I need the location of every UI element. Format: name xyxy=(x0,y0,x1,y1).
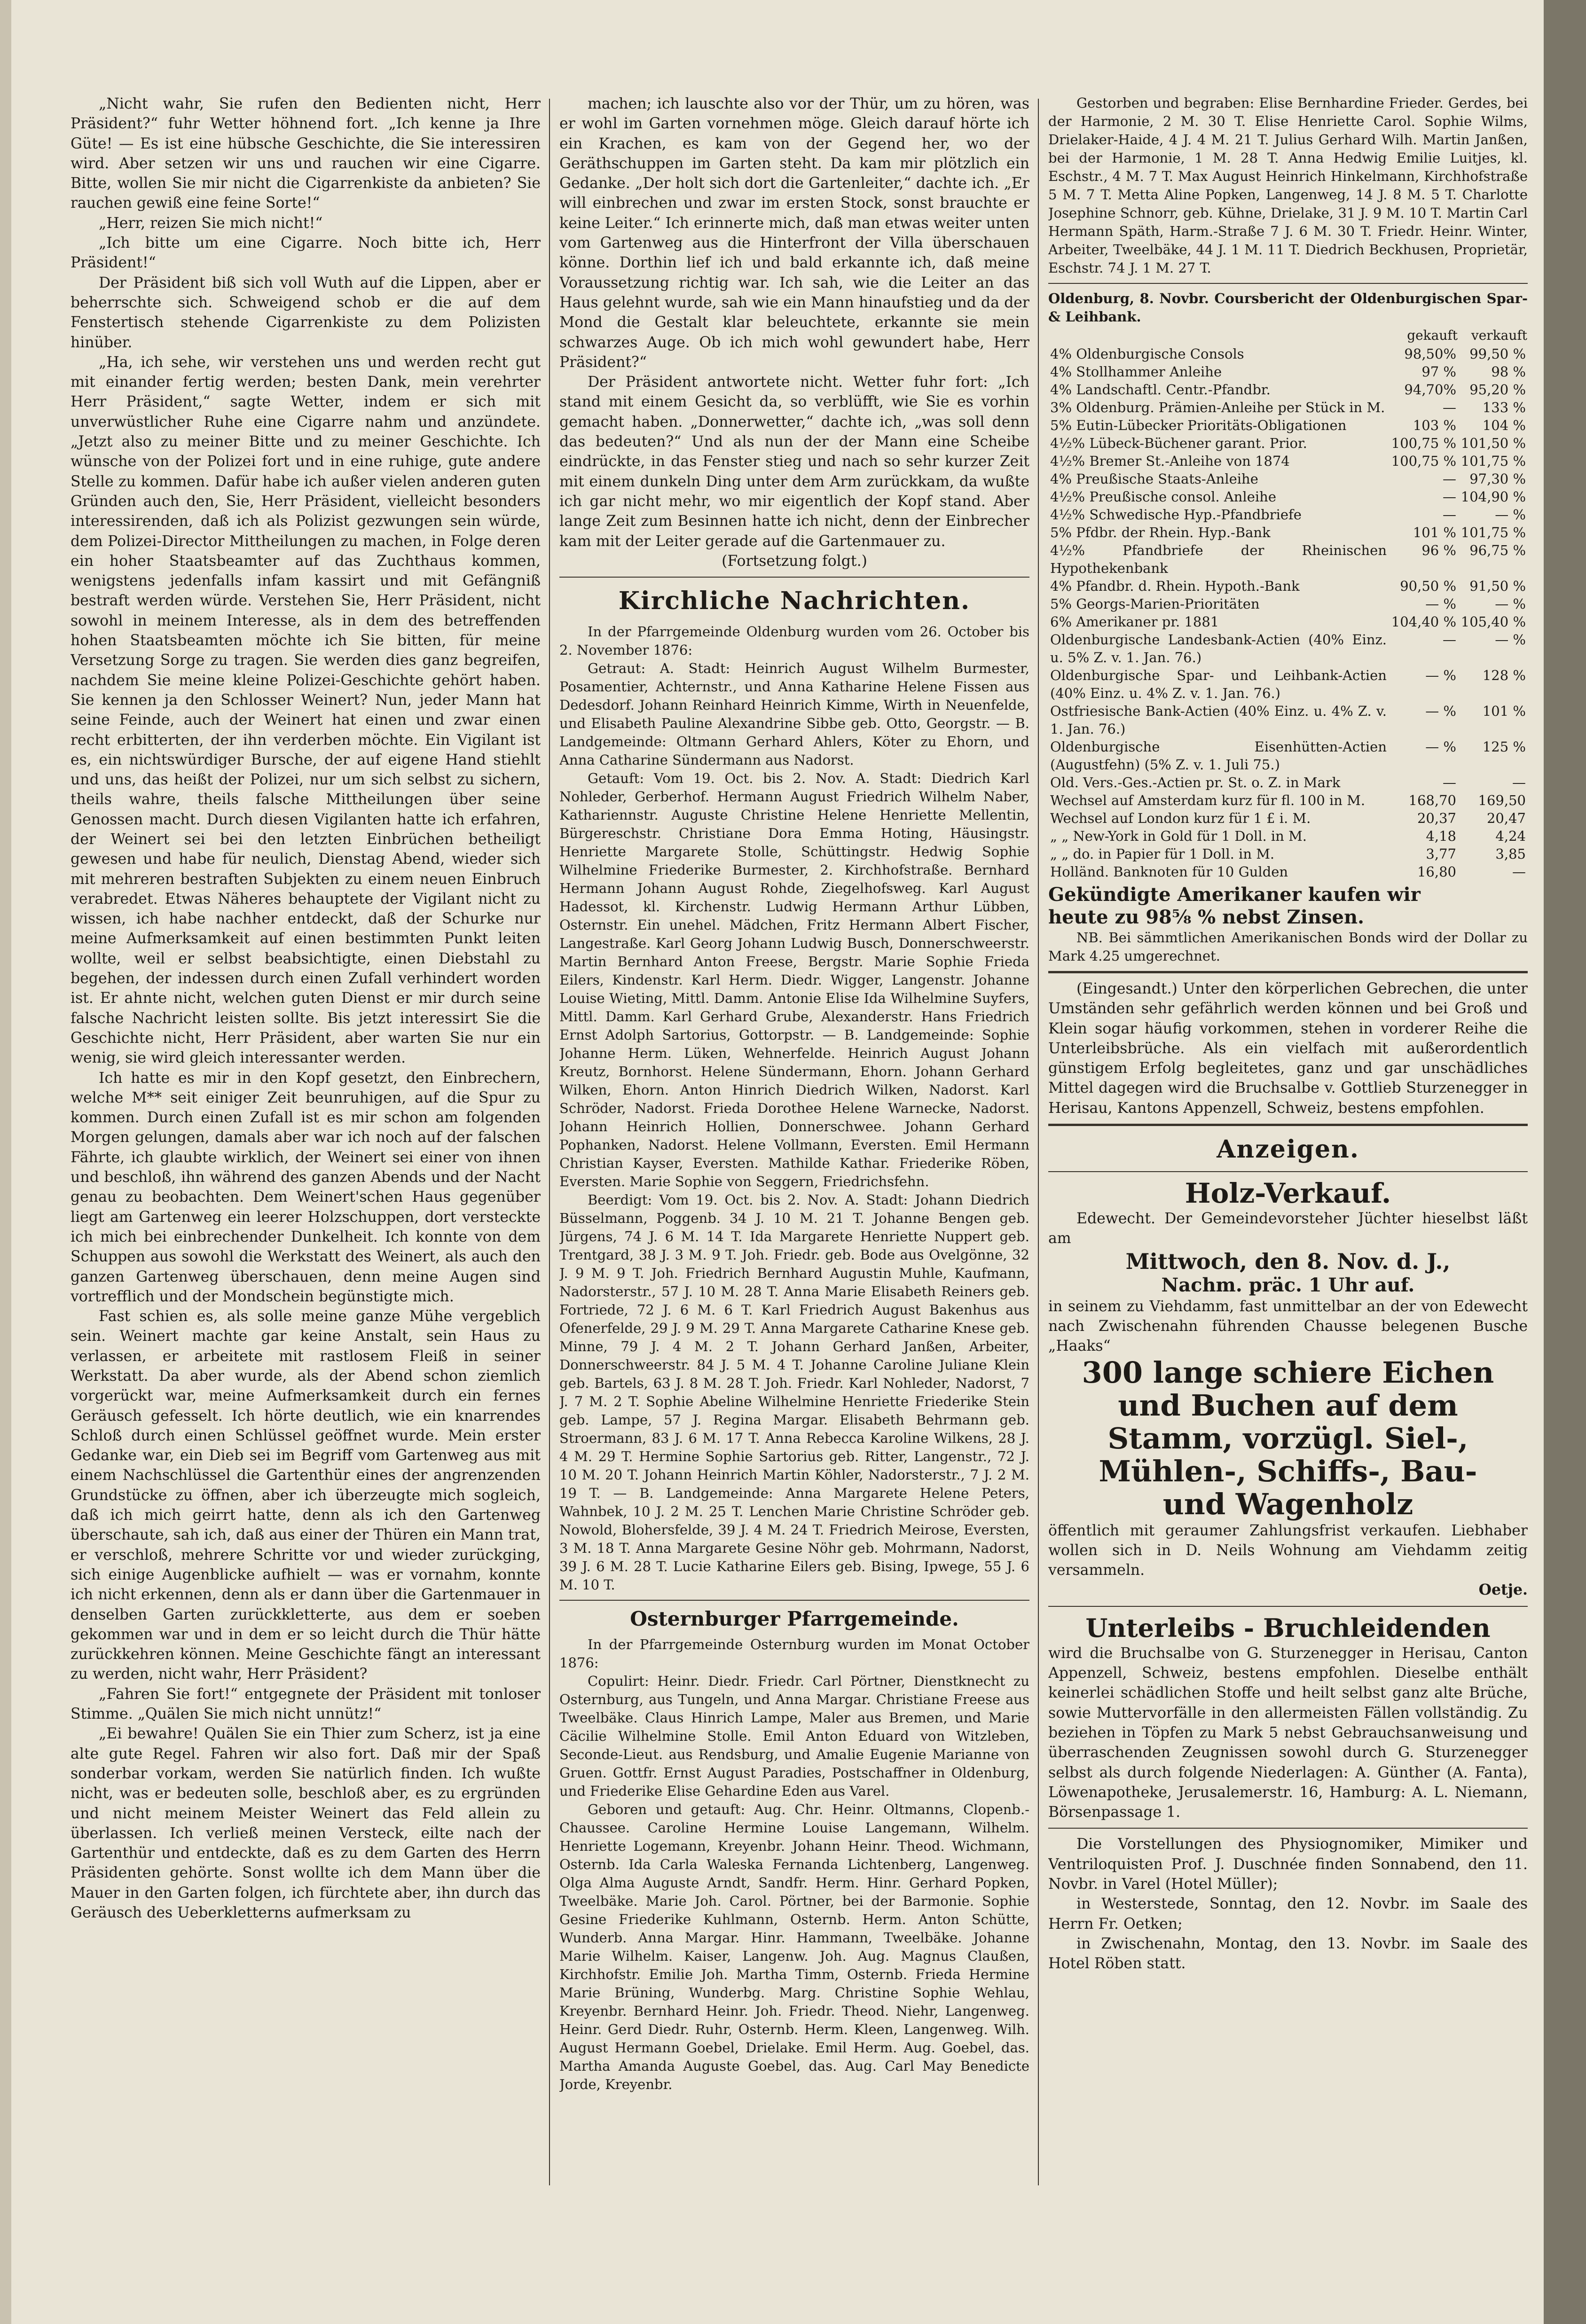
kurs-row xyxy=(1048,702,1528,738)
kurs-security: 6% Amerikaner pr. 1881 xyxy=(1050,614,1219,630)
kurs-security: 4% Oldenburgische Consols xyxy=(1050,346,1244,362)
bruch-text: wird die Bruchsalbe von G. Sturzenegger in Herisau, Canton Appenzell, Schweiz, bestens empfohlen. Dieselbe enthält keinerlei schädlichen Stoffe und heilt selbst ganz alte Brüche, sowie Muttervorfälle in den allermeisten Fällen vollständig. Zu beziehen in Töpfen zu Mark 5 nebst Gebrauchsanweisung und überraschenden Zeugnissen sowohl durch G. Sturzenegger selbst als durch folgende Niederlagen: A. Günther (A. Fanta), Löwenapotheke, Jerusalemerstr. 16, Hamburg: A. L. Niemann, Börsenpassage 1. xyxy=(1048,1644,1528,1821)
kurs-security: 4½% Bremer St.-Anleihe von 1874 xyxy=(1050,453,1290,469)
kurs-col-sold: verkauft xyxy=(1471,328,1527,343)
kurs-bought: 97 % xyxy=(1421,364,1456,380)
paragraph: „Ha, ich sehe, wir verstehen uns und werden recht gut mit einander fertig werden; besten Dank, mein verehrter Herr Präsident,“ sagte Wetter, indem er sich mit unverwüstlicher Ruhe eine Cigarre nahm und anzündete. „Jetzt also zu meiner Bitte und zu meiner Geschichte. Ich wünsche von der Polizei fort und in eine ruhige, gute andere Stelle zu kommen. Dafür habe ich außer vielen anderen guten Gründen auch den, Sie, Herr Präsident, vielleicht besonders interessirenden, daß ich als Polizist gezwungen sein würde, dem Polizei-Director Mittheilungen zu machen, in Folge deren ein hoher Staatsbeamter auf das Zuchthaus kommen, wenigstens jedenfalls infam kassirt und mit Gefängniß bestraft werden würde. Verstehen Sie, Herr Präsident, nicht sowohl in meinem Interesse, als in dem des betreffenden hohen Staatsbeamten möchte ich Sie bitten, für meine Versetzung Sorge zu tragen. Sie werden dies ganz begreifen, nachdem Sie meine kleine Polizei-Geschichte gehört haben. Sie kennen ja den Schlosser Weinert? Nun, jeder Mann hat seine Feinde, auch der Weinert hat einen und zwar einen recht erbitterten, der ihn verderben möchte. Ein Vigilant ist es, ein nichtswürdiger Bursche, der auf eigene Hand stiehlt und uns, das heißt der Polizei, nur um sich selbst zu sichern, theils wahre, theils falsche Mittheilungen über seine Genossen macht. Durch diesen Vigilanten hatte ich erfahren, der Weinert sei bei den letzten Einbrüchen betheiligt gewesen und habe für neulich, Dienstag Abend, wieder sich mit mehreren bestraften Subjekten zu einem neuen Einbruch verabredet. Etwas Näheres behauptete der Vigilant nicht zu wissen, ich habe nachher entdeckt, daß der Schurke nur meine Aufmerksamkeit auf einen bestimmten Punkt leiten wollte, weil er selbst beabsichtigte, einen Diebstahl zu begehen, der indessen durch einen Zufall verhindert worden ist. Er ahnte nicht, welchen guten Dienst er mir durch seine falsche Nachricht leisten sollte. Bis jetzt interessirt Sie die Geschichte nicht, Herr Präsident, aber warten Sie nur ein wenig, sie wird gleich interessanter werden. xyxy=(71,353,541,1067)
kurs-sold: 104,90 % xyxy=(1460,489,1526,505)
kurs-security: 4½% Lübeck-Büchener garant. Prior. xyxy=(1050,435,1307,451)
kurs-security: Oldenburgische Spar- und Leihbank-Actien (40% Einz. u. 4% Z. v. 1. Jan. 76.) xyxy=(1050,667,1387,701)
holz-offer-line: Stamm, vorzügl. Siel-, xyxy=(1107,1421,1468,1455)
kirche-heading: Kirchliche Nachrichten. xyxy=(618,587,971,616)
kurs-security: Old. Vers.-Ges.-Actien pr. St. o. Z. in Mark xyxy=(1050,775,1341,790)
amerikaner-line1: Gekündigte Amerikaner kaufen wir xyxy=(1048,884,1421,906)
kurs-security: 5% Pfdbr. der Rhein. Hyp.-Bank xyxy=(1050,524,1271,540)
divider xyxy=(1048,283,1528,284)
divider xyxy=(1048,971,1528,973)
kurs-security: 4% Preußische Staats-Anleihe xyxy=(1050,471,1258,487)
kurs-title: Oldenburg, 8. Novbr. Coursbericht der Oldenburgischen Spar- & Leihbank. xyxy=(1048,290,1528,325)
kurs-row xyxy=(1048,381,1528,399)
anzeigen-heading: Anzeigen. xyxy=(1217,1135,1359,1164)
paragraph: Gestorben und begraben: Elise Bernhardine Frieder. Gerdes, bei der Harmonie, 2 M. 30 T. Elise Henriette Carol. Sophie Wilms, Drielaker-Haide, 4 J. 4 M. 21 T. Julius Gerhard Wilh. Martin Janßen, bei der Harmonie, 1 M. 28 T. Anna Hedwig Emilie Luitjes, kl. Eschstr., 4 M. 7 T. Max August Heinrich Hinkelmann, Kirchhofstraße 5 M. 7 T. Metta Aline Popken, Langenweg, 14 J. 8 M. 5 T. Charlotte Josephine Schnorr, geb. Kühne, Drielake, 31 J. 9 M. 10 T. Martin Carl Hermann Späth, Harm.-Straße 7 J. 6 M. 30 T. Friedr. Heinr. Winter, Arbeiter, Tweelbäke, 44 J. 1 M. 11 T. Diedrich Beckhusen, Proprietär, Eschstr. 74 J. 1 M. 27 T. xyxy=(1048,95,1528,276)
kurs-bought: — % xyxy=(1425,596,1456,612)
holz-line1: Edewecht. Der Gemeindevorsteher Jüchter hieselbst läßt am xyxy=(1048,1210,1528,1247)
kurs-sold: — % xyxy=(1495,596,1526,612)
paragraph: Der Präsident biß sich voll Wuth auf die Lippen, aber er beherrschte sich. Schweigend schob er die auf dem Fenstertisch stehende Cigarrenkiste zu dem Polizisten hinüber. xyxy=(71,274,541,351)
holz-offer-line: 300 lange schiere Eichen xyxy=(1082,1355,1494,1390)
kurs-row xyxy=(1048,524,1528,541)
column-rule-1 xyxy=(549,99,550,2185)
newspaper-page xyxy=(45,70,1544,2289)
kurs-bought: 90,50 % xyxy=(1400,578,1456,594)
amerikaner-line2: heute zu 98⅝ % nebst Zinsen. xyxy=(1048,906,1364,928)
kurs-bought: 96 % xyxy=(1421,542,1456,558)
kurs-sold: 91,50 % xyxy=(1469,578,1526,594)
fortsetzung: (Fortsetzung folgt.) xyxy=(722,552,867,570)
kurs-bought: 104,40 % xyxy=(1391,614,1456,630)
kurs-row xyxy=(1048,809,1528,827)
divider xyxy=(1048,1606,1528,1607)
kurs-row xyxy=(1048,863,1528,881)
kurs-bought: 98,50% xyxy=(1404,346,1456,362)
paragraph: Ich hatte es mir in den Kopf gesetzt, den Einbrechern, welche M** seit einiger Zeit beunruhigen, auf die Spur zu kommen. Durch einen Zufall ist es mir schon am folgenden Morgen gelungen, damals aber war ich noch auf der falschen Fährte, ich glaubte wirklich, der Weinert sei einer von ihnen und beschloß, ihn während des ganzen Abends und der Nacht genau zu beobachten. Dem Weinert'schen Haus gegenüber liegt am Gartenweg ein leerer Holzschuppen, dort versteckte ich mich bei einbrechender Dunkelheit. Ich konnte von dem Schuppen aus sowohl die Werkstatt des Weinert, als auch den ganzen Gartenweg überschauen, denn meine Augen sind vortrefflich und der Mondschein begünstigte mich. xyxy=(71,1069,541,1305)
kurs-bought: 20,37 xyxy=(1417,810,1456,826)
kurs-sold: 128 % xyxy=(1482,667,1526,683)
kurs-security: Wechsel auf London kurz für 1 £ i. M. xyxy=(1050,810,1311,826)
holz-line2: in seinem zu Viehdamm, fast unmittelbar an der von Edewecht nach Zwischenahn führenden Chausse belegenen Busche „Haaks“ xyxy=(1048,1298,1528,1355)
kirche-entries xyxy=(559,659,1029,1594)
ost-heading: Osternburger Pfarrgemeinde. xyxy=(630,1607,959,1631)
kurs-bought: — xyxy=(1443,489,1456,505)
kurs-bought: — % xyxy=(1425,703,1456,719)
kurs-sold: 105,40 % xyxy=(1460,614,1526,630)
kurs-row xyxy=(1048,631,1528,666)
kurs-security: 5% Eutin-Lübecker Prioritäts-Obligationen xyxy=(1050,417,1347,433)
kurs-sold: 169,50 xyxy=(1478,792,1526,808)
divider xyxy=(1048,1124,1528,1126)
kurs-sold: 95,20 % xyxy=(1469,382,1526,398)
kurs-row xyxy=(1048,416,1528,434)
kurs-sold: 101,75 % xyxy=(1460,524,1526,540)
kurs-bought: — xyxy=(1443,399,1456,415)
kurs-security: 4½% Pfandbriefe der Rheinischen Hypothekenbank xyxy=(1050,542,1387,576)
kurs-sold: 99,50 % xyxy=(1469,346,1526,362)
kurs-bought: — xyxy=(1443,632,1456,648)
paragraph: „Ich bitte um eine Cigarre. Noch bitte ich, Herr Präsident!“ xyxy=(71,235,541,272)
kurs-security: 4½% Preußische consol. Anleihe xyxy=(1050,489,1276,505)
paragraph: Fast schien es, als solle meine ganze Mühe vergeblich sein. Weinert machte gar keine Anstalt, sein Haus zu verlassen, er arbeitete mit rastlosem Fleiß in seiner Werkstatt. Da aber wurde, als der Abend schon ziemlich vorgerückt war, meine Aufmerksamkeit durch ein fernes Geräusch gefesselt. Ich hörte deutlich, wie ein knarrendes Schloß durch einen Schlüssel geöffnet wurde. Mein erster Gedanke war, ein Dieb sei im Begriff vom Gartenweg aus mit einem Nachschlüssel die Gartenthür eines der angrenzenden Grundstücke zu öffnen, aber ich überzeugte mich sogleich, daß ich mich geirrt hatte, denn als ich den Gartenweg überschaute, sah ich, daß aus einer der Thüren ein Mann trat, er verschloß, mehrere Schritte vor und wieder zurückging, sich einige Augenblicke aufhielt — was er vornahm, konnte ich nicht erkennen, denn als er dann über die Gartenmauer in denselben Garten zurückkletterte, aus dem er soeben gekommen war und in dem er so leicht durch die Thür hätte zurückkehren können. Meine Geschichte fängt an interessant zu werden, nicht wahr, Herr Präsident? xyxy=(71,1308,541,1683)
holz-line3: öffentlich mit geraumer Zahlungsfrist verkaufen. Liebhaber wollen sich in D. Neils Wohnung am Viehdamm zeitig versammeln. xyxy=(1048,1522,1528,1579)
column-1 xyxy=(71,94,541,2218)
paragraph: Getauft: Vom 19. Oct. bis 2. Nov. A. Stadt: Diedrich Karl Nohleder, Gerberhof. Hermann August Friedrich Wilhelm Naber, Kathariennstr. Auguste Christine Helene Henriette Mellentin, Bürgereschstr. Christiane Dora Emma Hoting, Häusingstr. Henriette Margarete Stolle, Schüttingstr. Hedwig Sophie Wilhelmine Friederike Burmester, 2. Kirchhofstraße. Bernhard Hermann Johann August Rohde, Ziegelhofsweg. Karl August Hadessot, kl. Kirchenstr. Ludwig Hermann Arthur Lübben, Osternstr. Ein unehel. Mädchen, Fritz Hermann Albert Fischer, Langestraße. Karl Georg Johann Ludwig Busch, Donnerschweerstr. Martin Bernhard Anton Freese, Bergstr. Marie Sophie Frieda Eilers, Kindenstr. Karl Herm. Diedr. Wigger, Langenstr. Johanne Louise Wieting, Mittl. Damm. Antonie Elise Ida Wilhelmine Suyfers, Mittl. Damm. Karl Gerhard Grube, Alexanderstr. Hans Friedrich Ernst Adolph Sartorius, Gottorpstr. — B. Landgemeinde: Sophie Johanne Herm. Lüken, Wehnerfelde. Heinrich August Johann Kreutz, Bornhorst. Helene Sündermann, Ehorn. Johann Gerhard Wilken, Ehorn. Anton Hinrich Diedrich Wilken, Nadorst. Karl Schröder, Nadorst. Frieda Dorothee Helene Warnecke, Nadorst. Johann Heinrich Hollien, Donnerschwee. Johann Gerhard Pophanken, Nadorst. Helene Vollmann, Eversten. Emil Hermann Christian Kayser, Eversten. Mathilde Kathar. Friederike Röben, Eversten. Marie Sophie von Seggern, Friedrichsfehn. xyxy=(559,770,1029,1190)
kurs-sold: — xyxy=(1512,775,1526,790)
kurs-sold: — % xyxy=(1495,632,1526,648)
kurs-bought: 16,80 xyxy=(1417,864,1456,880)
paragraph: Copulirt: Heinr. Diedr. Friedr. Carl Pörtner, Dienstknecht zu Osternburg, aus Tungeln, und Anna Margar. Christiane Freese aus Tweelbäke. Claus Hinrich Lampe, Maler aus Bremen, und Marie Cäcilie Wilhelmine Stolle. Emil Anton Eduard von Witzleben, Seconde-Lieut. aus Rendsburg, und Amalie Eugenie Marianne von Gruen. Gottfr. Ernst August Paradies, Postschaffner in Oldenburg, und Friederike Elise Gehardine Eden aus Varel. xyxy=(559,1673,1029,1800)
kurs-sold: 101,75 % xyxy=(1460,453,1526,469)
paragraph: Geboren und getauft: Aug. Chr. Heinr. Oltmanns, Clopenb.-Chaussee. Caroline Hermine Louise Langemann, Wilhelm. Henriette Logemann, Kreyenbr. Johann Heinr. Theod. Wichmann, Osternb. Ida Carla Waleska Fernanda Lichtenberg, Langenweg. Olga Alma Auguste Arndt, Sandfr. Herm. Hinr. Gerhard Popken, Tweelbäke. Marie Joh. Carol. Pörtner, bei der Barmonie. Sophie Gesine Friederike Kuhlmann, Osternb. Herm. Anton Schütte, Wunderb. Anna Margar. Hinr. Hammann, Tweelbäke. Johanne Marie Wilhelm. Kaiser, Langenw. Joh. Aug. Magnus Claußen, Kirchhofstr. Emilie Joh. Martha Timm, Osternb. Frieda Hermine Marie Brüning, Wunderbg. Marg. Christine Sophie Wehlau, Kreyenbr. Bernhard Heinr. Joh. Friedr. Theod. Niehr, Langenweg. Heinr. Gerd Diedr. Ruhr, Osternb. Herm. Kleen, Langenweg. Wilh. August Hermann Goebel, Drielake. Emil Herm. Aug. Goebel, das. Martha Amanda Auguste Goebel, das. Aug. Carl May Benedicte Jorde, Kreyenbr. xyxy=(559,1801,1029,2093)
kurs-security: 4% Stollhammer Anleihe xyxy=(1050,364,1222,380)
kurs-bought: 4,18 xyxy=(1426,828,1456,844)
kurs-security: Ostfriesische Bank-Actien (40% Einz. u. 4% Z. v. 1. Jan. 76.) xyxy=(1050,703,1387,737)
kurs-security: Oldenburgische Eisenhütten-Actien (Augustfehn) (5% Z. v. 1. Juli 75.) xyxy=(1050,739,1387,773)
kurs-row xyxy=(1048,434,1528,452)
kurs-sold: 96,75 % xyxy=(1469,542,1526,558)
paragraph: „Fahren Sie fort!“ entgegnete der Präsident mit tonloser Stimme. „Quälen Sie mich nicht unnütz!“ xyxy=(71,1685,541,1723)
kurs-sold: 4,24 xyxy=(1495,828,1526,844)
kurs-row xyxy=(1048,577,1528,595)
kurs-bought: 168,70 xyxy=(1408,792,1456,808)
kurs-security: 4% Pfandbr. d. Rhein. Hypoth.-Bank xyxy=(1050,578,1300,594)
paragraph: Getraut: A. Stadt: Heinrich August Wilhelm Burmester, Posamentier, Achternstr., und Anna Katharine Helene Fissen aus Dedesdorf. Johann Reinhard Heinrich Kimme, Wirth in Neuenfelde, und Elisabeth Pauline Alexandrine Sibbe geb. Otto, Georgstr. — B. Landgemeinde: Oltmann Gerhard Ahlers, Köter zu Ehorn, und Anna Catharine Sündermann aus Nadorst. xyxy=(559,660,1029,768)
kurs-row xyxy=(1048,827,1528,845)
kurs-row xyxy=(1048,345,1528,363)
page-edge-left xyxy=(0,0,11,2324)
kurs-security: 3% Oldenburg. Prämien-Anleihe per Stück in M. xyxy=(1050,399,1385,415)
bruch-title: Unterleibs - Bruchleidenden xyxy=(1085,1612,1491,1643)
ost-entries xyxy=(559,1672,1029,2094)
column-2 xyxy=(559,94,1029,2218)
kurs-row xyxy=(1048,595,1528,613)
divider xyxy=(559,577,1029,578)
vorstellung-text-3: in Zwischenahn, Montag, den 13. Novbr. im Saale des Hotel Röben statt. xyxy=(1048,1935,1528,1972)
kurs-sold: 98 % xyxy=(1491,364,1526,380)
holz-date: Mittwoch, den 8. Nov. d. J., xyxy=(1125,1248,1451,1274)
story-text xyxy=(71,94,541,1923)
story-continuation xyxy=(559,94,1029,551)
kurs-security: Oldenburgische Landesbank-Actien (40% Einz. u. 5% Z. v. 1. Jan. 76.) xyxy=(1050,632,1387,665)
kurs-row xyxy=(1048,791,1528,809)
holz-offer xyxy=(1048,1356,1528,1521)
kurs-sold: 101,50 % xyxy=(1460,435,1526,451)
divider xyxy=(1048,1828,1528,1829)
amerikaner-nb: NB. Bei sämmtlichen Amerikanischen Bonds wird der Dollar zu Mark 4.25 umgerechnet. xyxy=(1048,930,1528,964)
kurs-sold: 97,30 % xyxy=(1469,471,1526,487)
kurs-col-bought: gekauft xyxy=(1407,328,1458,343)
kurs-sold: 133 % xyxy=(1482,399,1526,415)
paragraph: „Herr, reizen Sie mich nicht!“ xyxy=(99,214,323,232)
ost-intro: In der Pfarrgemeinde Osternburg wurden im Monat October 1876: xyxy=(559,1636,1029,1671)
holz-time: Nachm. präc. 1 Uhr auf. xyxy=(1161,1274,1415,1296)
kurs-row xyxy=(1048,363,1528,381)
vorstellung-text-2: in Westerstede, Sonntag, den 12. Novbr. im Saale des Herrn Fr. Oetken; xyxy=(1048,1895,1528,1933)
page-edge-right xyxy=(1544,0,1586,2324)
kurs-bought: 3,77 xyxy=(1426,846,1456,862)
paragraph: Beerdigt: Vom 19. Oct. bis 2. Nov. A. Stadt: Johann Diedrich Büsselmann, Poggenb. 34 J. 10 M. 21 T. Johanne Bengen geb. Jürgens, 74 J. 6 M. 14 T. Ida Margarete Henriette Nuppert geb. Trentgard, 38 J. 3 M. 9 T. Joh. Friedr. geb. Bode aus Ovelgönne, 32 J. 9 M. 9 T. Joh. Friedrich Bernhard Augustin Muhle, Kaufmann, Nadorsterstr., 57 J. 10 M. 28 T. Anna Marie Elisabeth Reiners geb. Fortriede, 72 J. 6 M. 6 T. Karl Friedrich August Bakenhus aus Ofenerfelde, 29 J. 9 M. 29 T. Anna Margarete Catharine Knese geb. Minne, 79 J. 4 M. 2 T. Johann Gerhard Janßen, Arbeiter, Donnerschweerstr. 84 J. 5 M. 4 T. Johanne Caroline Juliane Klein geb. Bartels, 63 J. 8 M. 28 T. Joh. Friedr. Karl Nohleder, Nadorst, 7 J. 7 M. 2 T. Sophie Abeline Wilhelmine Henriette Friederike Stein geb. Lampe, 57 J. Regina Margar. Elisabeth Behrmann geb. Stroermann, 83 J. 6 M. 17 T. Anna Rebecca Karoline Wilkens, 28 J. 4 M. 29 T. Hermine Sophie Sartorius geb. Ritter, Langenstr., 72 J. 10 M. 20 T. Johann Heinrich Martin Köhler, Nadorsterstr., 7 J. 2 M. 19 T. — B. Landgemeinde: Anna Margarete Helene Peters, Wahnbek, 10 J. 2 M. 25 T. Lenchen Marie Christine Schröder geb. Nowold, Blohersfelde, 39 J. 4 M. 24 T. Friedrich Meirose, Eversten, 3 M. 18 T. Anna Margarete Gesine Nöhr geb. Mohrmann, Nadorst, 39 J. 6 M. 28 T. Lucie Katharine Eilers geb. Bising, Ipwege, 55 J. 6 M. 10 T. xyxy=(559,1192,1029,1593)
kurs-row xyxy=(1048,666,1528,702)
ost-deaths xyxy=(1048,94,1528,277)
kurs-security: „ „ New-York in Gold für 1 Doll. in M. xyxy=(1050,828,1307,844)
kurs-bought: 100,75 % xyxy=(1391,435,1456,451)
kurs-security: „ „ do. in Papier für 1 Doll. in M. xyxy=(1050,846,1275,862)
kurs-security: Holländ. Banknoten für 10 Gulden xyxy=(1050,864,1288,880)
kurs-row xyxy=(1048,738,1528,774)
kurs-sold: 125 % xyxy=(1482,739,1526,755)
divider xyxy=(559,1600,1029,1601)
holz-offer-line: und Buchen auf dem xyxy=(1118,1388,1458,1423)
kurs-security: 4½% Schwedische Hyp.-Pfandbriefe xyxy=(1050,507,1302,523)
kurs-bought: — xyxy=(1443,507,1456,523)
vorstellung-text-1: Die Vorstellungen des Physiognomiker, Mimiker und Ventriloquisten Prof. J. Duschnée finden Sonnabend, den 11. Novbr. in Varel (Hotel Müller); xyxy=(1048,1836,1528,1893)
kurs-row xyxy=(1048,399,1528,416)
kurs-security: 5% Georgs-Marien-Prioritäten xyxy=(1050,596,1260,612)
paragraph: „Nicht wahr, Sie rufen den Bedienten nicht, Herr Präsident?“ fuhr Wetter höhnend fort. „Ich kenne ja Ihre Güte! — Es ist eine hübsche Geschichte, die Sie interessiren wird. Aber setzen wir uns und rauchen wir eine Cigarre. Bitte, wollen Sie mir nicht die Cigarrenkiste da anbieten? Sie rauchen gewiß eine feine Sorte!“ xyxy=(71,95,541,212)
kurs-bought: — xyxy=(1443,775,1456,790)
kurs-bought: 101 % xyxy=(1413,524,1456,540)
kurs-sold: 3,85 xyxy=(1495,846,1526,862)
paragraph: „Ei bewahre! Quälen Sie ein Thier zum Scherz, ist ja eine alte gute Regel. Fahren wir also fort. Daß mir der Spaß sonderbar vorkam, werden Sie natürlich finden. Ich wußte nicht, was er bedeuten solle, beschloß aber, es zu ergründen und nicht meinem Meister Weinert das Feld allein zu überlassen. Ich verließ meinen Versteck, eilte nach der Gartenthür und entdeckte, daß es zu dem Garten des Herrn Präsidenten gehörte. Sonst wollte ich dem Mann über die Mauer in den Garten folgen, ich fürchtete aber, ihn durch das Geräusch des Ueberkletterns aufmerksam zu xyxy=(71,1725,541,1922)
kurs-sold: — % xyxy=(1495,507,1526,523)
kurs-sold: 104 % xyxy=(1482,417,1526,433)
kurs-security: Wechsel auf Amsterdam kurz für fl. 100 in M. xyxy=(1050,792,1366,808)
eingesandt: (Eingesandt.) Unter den körperlichen Gebrechen, die unter Umständen sehr gefährlich werden können und bei Groß und Klein sogar häufig vorkommen, stehen in vorderer Reihe die Unterleibsbrüche. Als ein vielfach mit außerordentlich günstigem Erfolg begleitetes, ganz und gar unschädliches Mittel dagegen wird die Bruchsalbe v. Gottlieb Sturzenegger in Herisau, Kantons Appenzell, Schweiz, bestens empfohlen. xyxy=(1048,980,1528,1117)
kurs-bought: — xyxy=(1443,471,1456,487)
holz-signature: Oetje. xyxy=(1478,1581,1528,1599)
kirche-intro: In der Pfarrgemeinde Oldenburg wurden vom 26. October bis 2. November 1876: xyxy=(559,624,1029,658)
paragraph: machen; ich lauschte also vor der Thür, um zu hören, was er wohl im Garten vornehmen möge. Gleich darauf hörte ich ein Krachen, es kam von der Gegend her, wo der Geräthschuppen im Garten steht. Da kam mir plötzlich ein Gedanke. „Der holt sich dort die Gartenleiter,“ dachte ich. „Er will einbrechen und zwar im ersten Stock, sonst brauchte er keine Leiter.“ Ich erinnerte mich, daß man etwas weiter unten vom Gartenweg aus die Hinterfront der Villa überschauen könne. Dorthin lief ich und bald erkannte ich, daß meine Voraussetzung richtig war. Ich sah, wie die Leiter an das Haus gelehnt wurde, sah wie ein Mann hinaufstieg und da der Mond die Gestalt klar beleuchtete, erkannte sie mein schwarzes Auge. Ob ich mich wohl gewundert habe, Herr Präsident?“ xyxy=(559,95,1029,371)
divider xyxy=(1048,1171,1528,1172)
kurs-bought: 103 % xyxy=(1413,417,1456,433)
holz-title: Holz-Verkauf. xyxy=(1185,1177,1391,1210)
kurs-row xyxy=(1048,845,1528,863)
kurs-bought: 94,70% xyxy=(1404,382,1456,398)
paragraph: Der Präsident antwortete nicht. Wetter fuhr fort: „Ich stand mit einem Gesicht da, so verblüfft, wie Sie es vorhin gemacht haben. „Donnerwetter,“ dachte ich, „was soll denn das bedeuten?“ Und als nun der der Mann eine Scheibe eindrückte, in das Fenster stieg und nach so sehr kurzer Zeit mit einem dunkeln Ding unter dem Arm zurückkam, da wußte ich gar nicht mehr, wo mir eigentlich der Kopf stand. Aber lange Zeit zum Besinnen hatte ich nicht, denn der Einbrecher kam mit der Leiter gerade auf die Gartenmauer zu. xyxy=(559,374,1029,550)
kurs-row xyxy=(1048,470,1528,488)
kurs-table xyxy=(1048,326,1528,881)
kurs-bought: — % xyxy=(1425,739,1456,755)
kurs-row xyxy=(1048,452,1528,470)
kurs-row xyxy=(1048,488,1528,506)
column-rule-2 xyxy=(1038,99,1039,2185)
kurs-sold: 20,47 xyxy=(1486,810,1526,826)
column-3 xyxy=(1048,94,1528,2237)
kurs-row xyxy=(1048,774,1528,791)
holz-offer-line: Mühlen-, Schiffs-, Bau- xyxy=(1099,1454,1477,1488)
kurs-bought: — % xyxy=(1425,667,1456,683)
kurs-sold: 101 % xyxy=(1482,703,1526,719)
kurs-row xyxy=(1048,613,1528,631)
kurs-row xyxy=(1048,541,1528,577)
kurs-bought: 100,75 % xyxy=(1391,453,1456,469)
kurs-row xyxy=(1048,506,1528,524)
kurs-sold: — xyxy=(1512,864,1526,880)
kurs-security: 4% Landschaftl. Centr.-Pfandbr. xyxy=(1050,382,1271,398)
holz-offer-line: und Wagenholz xyxy=(1162,1487,1413,1521)
